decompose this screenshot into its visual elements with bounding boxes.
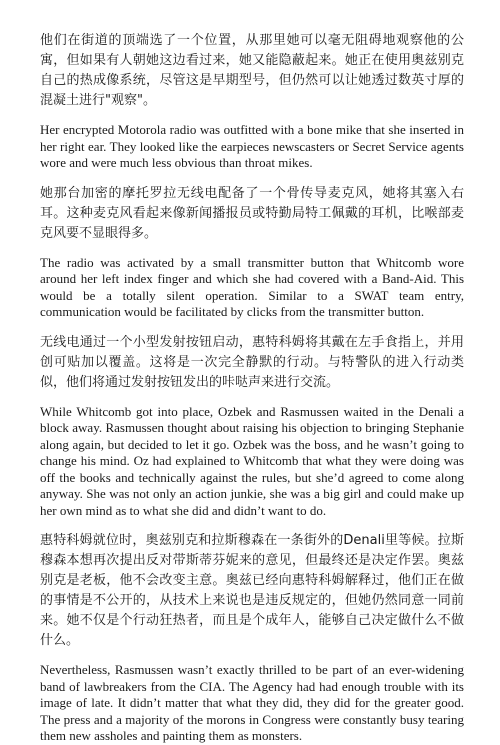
paragraph-en-4: Nevertheless, Rasmussen wasn’t exactly thrilled to be part of an ever-widening band of lawbreakers from the CIA. The Agency had had enough trouble with its image of late. It didn’t matter that what they did, they did for the greater good. The press and a majority of the morons in Congress were constantly busy tearing them new assholes and painting them as monsters. [40, 662, 464, 743]
paragraph-en-2: The radio was activated by a small transmitter button that Whitcomb wore around her left index finger and which she had covered with a Band-Aid. This would be a totally silent operation. Similar to a SWAT team entry, communication would be facilitated by clicks from the transmitter button. [40, 254, 464, 319]
paragraph-zh-2: 她那台加密的摩托罗拉无线电配备了一个骨传导麦克风，她将其塞入右耳。这种麦克风看起来像新闻播报员或特勤局特工佩戴的耳机，比喉部麦克风要不显眼得多。 [40, 185, 464, 241]
paragraph-zh-1: 他们在街道的顶端选了一个位置，从那里她可以毫无阻碍地观察他的公寓，但如果有人朝她这边看过来，她又能隐蔽起来。她正在使用奥兹别克自己的热成像系统，尽管这是早期型号，但仍然可以让她透过数英寸厚的混凝土进行"观察"。 [40, 33, 464, 108]
paragraph-en-3: While Whitcomb got into place, Ozbek and Rasmussen waited in the Denali a block away. Rasmussen thought about raising his objection to bringing Stephanie along again, but decided to let it go. Ozbek was the boss, and he wasn’t going to change his mind. Oz had explained to Whitcomb that what they were doing was off the books and technically against the rules, but she’d agreed to come along anyway. She was not only an action junkie, she was a big girl and could make up her own mind as to what she did and didn’t want to do. [40, 403, 464, 518]
paragraph-zh-3: 无线电通过一个小型发射按钮启动，惠特科姆将其戴在左手食指上，并用创可贴加以覆盖。这将是一次完全静默的行动。与特警队的进入行动类似，他们将通过发射按钮发出的咔哒声来进行交流。 [40, 334, 464, 390]
paragraph-zh-4: 惠特科姆就位时，奥兹别克和拉斯穆森在一条街外的Denali里等候。拉斯穆森本想再次提出反对带斯蒂芬妮来的意见，但最终还是决定作罢。奥兹别克是老板，他不会改变主意。奥兹已经向惠特科姆解释过，他们正在做的事情是不公开的，从技术上来说也是违反规定的，但她仍然同意一同前来。她不仅是个行动狂热者，而且是个成年人，能够自己决定做什么不做什么。 [40, 533, 464, 648]
paragraph-en-1: Her encrypted Motorola radio was outfitted with a bone mike that she inserted in her right ear. They looked like the earpieces newscasters or Secret Service agents wore and were much less obvious than throat mikes. [40, 122, 464, 170]
